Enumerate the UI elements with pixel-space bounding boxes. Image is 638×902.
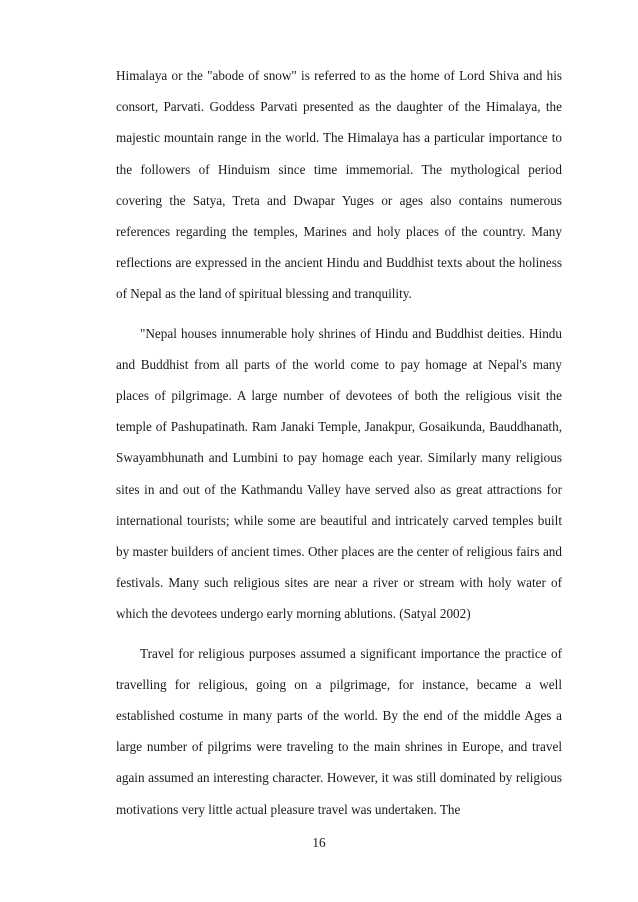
body-text bbox=[116, 60, 562, 825]
paragraph-himalaya: Himalaya or the "abode of snow" is referred to as the home of Lord Shiva and his consort, Parvati. Goddess Parvati presented as the daughter of the Himalaya, the majestic mountain range in the world. The Himalaya has a particular importance to the followers of Hinduism since time immemorial. The mythological period covering the Satya, Treta and Dwapar Yuges or ages also contains numerous references regarding the temples, Marines and holy places of the country. Many reflections are expressed in the ancient Hindu and Buddhist texts about the holiness of Nepal as the land of spiritual blessing and tranquility. bbox=[116, 68, 562, 302]
paragraph-nepal-shrines: "Nepal houses innumerable holy shrines of Hindu and Buddhist deities. Hindu and Buddhist from all parts of the world come to pay homage at Nepal's many places of pilgrimage. A large number of devotees of both the religious visit the temple of Pashupatinath. Ram Janaki Temple, Janakpur, Gosaikunda, Bauddhanath, Swayambhunath and Lumbini to pay homage each year. Similarly many religious sites in and out of the Kathmandu Valley have served also as great attractions for international tourists; while some are beautiful and intricately carved temples built by master builders of ancient times. Other places are the center of religious fairs and festivals. Many such religious sites are near a river or stream with holy water of which the devotees undergo early morning ablutions. (Satyal 2002) bbox=[116, 325, 562, 622]
page-number: 16 bbox=[312, 835, 326, 850]
paragraph-religious-travel: Travel for religious purposes assumed a significant importance the practice of travelling for religious, going on a pilgrimage, for instance, became a well established costume in many parts of the world. By the end of the middle Ages a large number of pilgrims were traveling to the main shrines in Europe, and travel again assumed an interesting character. However, it was still dominated by religious motivations very little actual pleasure travel was undertaken. The bbox=[116, 645, 562, 817]
